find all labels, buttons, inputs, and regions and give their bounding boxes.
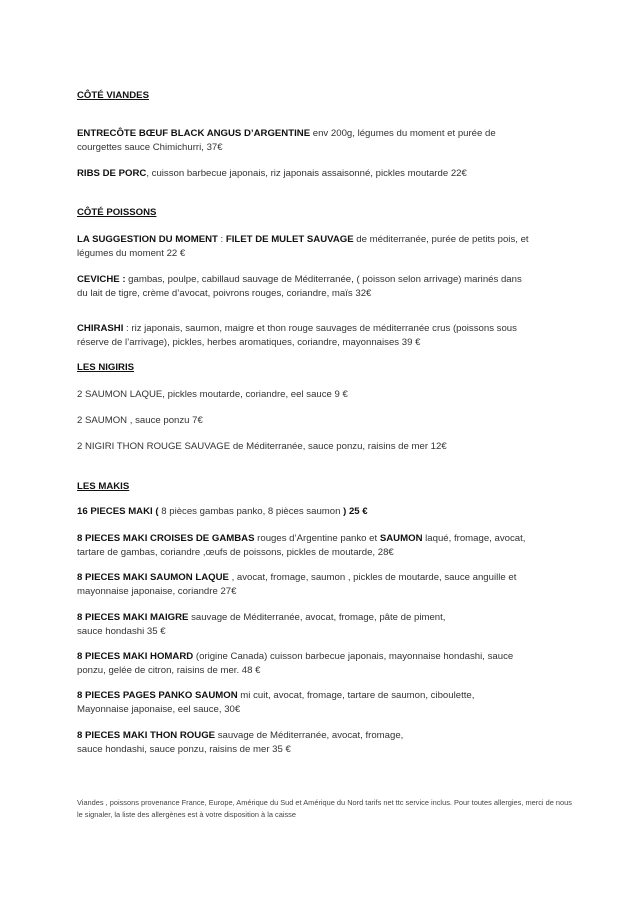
menu-item <box>77 571 577 599</box>
item-name: 8 PIECES MAKI CROISES DE GAMBAS <box>77 533 255 544</box>
item-desc: : <box>217 234 226 245</box>
menu-item <box>77 233 577 261</box>
item-name: CHIRASHI <box>77 323 124 334</box>
item-desc: laqué, fromage, avocat, tartare de gambas, coriandre ,œufs de poissons, pickles de moutarde, 28€ <box>77 533 526 558</box>
menu-item <box>77 532 577 560</box>
item-name: ENTRECÔTE BŒUF BLACK ANGUS D’ARGENTINE <box>77 128 311 139</box>
item-name: 8 PIECES MAKI THON ROUGE <box>77 730 216 741</box>
item-desc: env 200g, légumes du moment et purée de courgettes sauce Chimichurri, 37€ <box>77 128 496 153</box>
menu-item <box>77 729 577 757</box>
item-desc: : riz japonais, saumon, maigre et thon rouge sauvages de méditerranée crus (poissons sous réserve de l’arrivage), pickles, herbes aromatiques, coriandre, mayonnaises 39 € <box>77 323 517 348</box>
menu-item: 2 SAUMON LAQUE, pickles moutarde, coriandre, eel sauce 9 € <box>77 389 348 400</box>
item-name: LA SUGGESTION DU MOMENT <box>77 234 218 245</box>
menu-item: 2 SAUMON , sauce ponzu 7€ <box>77 415 203 426</box>
item-name: 8 PIECES PAGES PANKO SAUMON <box>77 690 238 701</box>
item-desc: de méditerranée, purée de petits pois, et légumes du moment 22 € <box>77 234 529 259</box>
menu-item <box>77 505 577 519</box>
item-desc: (origine Canada) cuisson barbecue japonais, mayonnaise hondashi, sauce ponzu, gelée de citron, raisins de mer. 48 € <box>77 651 514 676</box>
item-name: SAUMON <box>379 533 423 544</box>
item-name: 16 PIECES MAKI ( <box>77 506 159 517</box>
item-desc: gambas, poulpe, cabillaud sauvage de Méditerranée, ( poisson selon arrivage) marinés dans du lait de tigre, crème d’avocat, poivrons rouges, coriandre, maïs 32€ <box>77 274 522 299</box>
item-name: 8 PIECES MAKI SAUMON LAQUE <box>77 572 229 583</box>
menu-item <box>77 650 577 678</box>
menu-item <box>77 127 577 155</box>
menu-item <box>77 273 577 301</box>
item-name: 8 PIECES MAKI HOMARD <box>77 651 194 662</box>
menu-item: 2 NIGIRI THON ROUGE SAUVAGE de Méditerranée, sauce ponzu, raisins de mer 12€ <box>77 441 447 452</box>
menu-item <box>77 167 577 181</box>
menu-item <box>77 322 577 350</box>
item-desc: mi cuit, avocat, fromage, tartare de saumon, ciboulette, Mayonnaise japonaise, eel sauce, 30€ <box>77 690 475 715</box>
section-title-poissons: CÔTÉ POISSONS <box>77 207 157 218</box>
section-title-viandes: CÔTÉ VIANDES <box>77 90 149 101</box>
item-desc: sauvage de Méditerranée, avocat, fromage, sauce hondashi, sauce ponzu, raisins de mer 35 € <box>77 730 404 755</box>
item-desc: , cuisson barbecue japonais, riz japonais assaisonné, pickles moutarde 22€ <box>146 168 467 179</box>
item-desc: , avocat, fromage, saumon , pickles de moutarde, sauce anguille et mayonnaise japonaise, coriandre 27€ <box>77 572 517 597</box>
section-title-nigiris: LES NIGIRIS <box>77 362 135 373</box>
item-name: FILET DE MULET SAUVAGE <box>225 234 354 245</box>
menu-item <box>77 689 577 717</box>
item-desc: rouges d’Argentine panko et <box>254 533 380 544</box>
item-name: CEVICHE : <box>77 274 126 285</box>
item-name: RIBS DE PORC <box>77 168 147 179</box>
menu-item <box>77 611 577 639</box>
item-desc: 8 pièces gambas panko, 8 pièces saumon <box>158 506 344 517</box>
item-desc: sauvage de Méditerranée, avocat, fromage, pâte de piment, sauce hondashi 35 € <box>77 612 446 637</box>
footer-note: Viandes , poissons provenance France, Europe, Amérique du Sud et Amérique du Nord tarifs net ttc service inclus. Pour toutes allergies, merci de nous le signaler, la liste des allergènes est à votre disposition à la caisse <box>77 798 572 819</box>
section-title-makis: LES MAKIS <box>77 481 130 492</box>
item-name: 8 PIECES MAKI MAIGRE <box>77 612 189 623</box>
item-price: ) 25 € <box>343 506 368 517</box>
